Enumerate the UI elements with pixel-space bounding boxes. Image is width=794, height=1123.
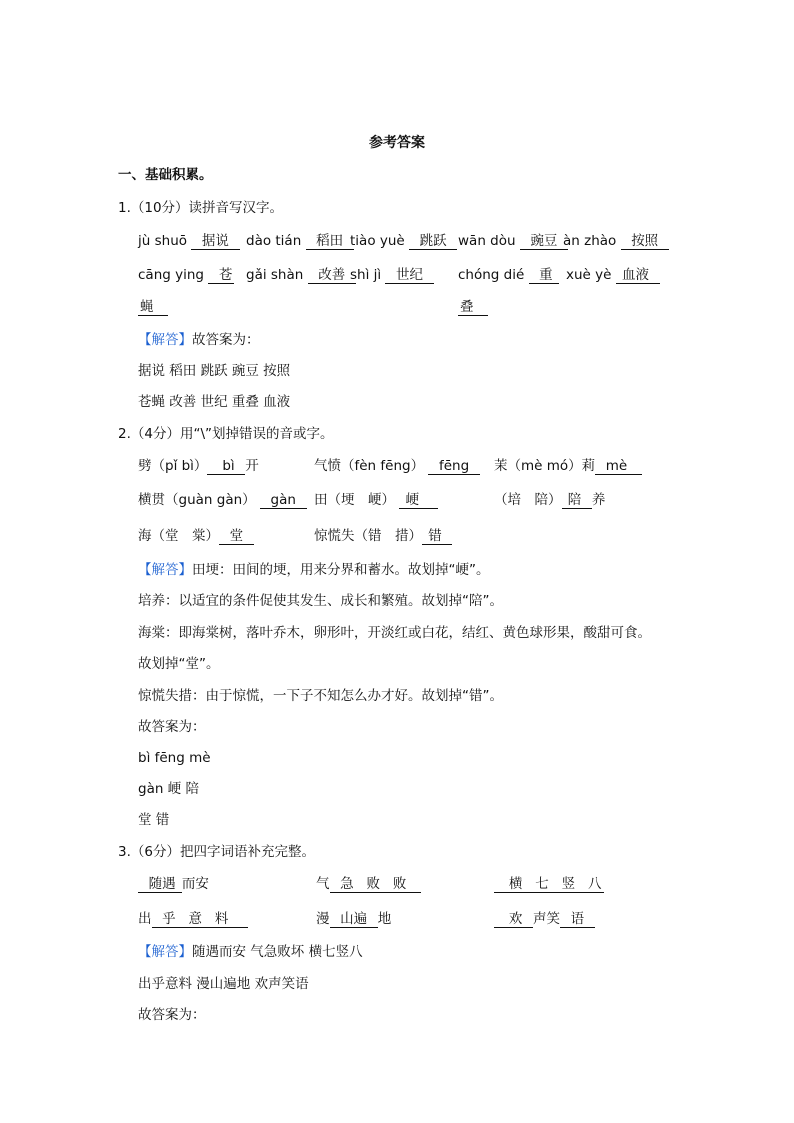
q1-heading: 1.（10分）读拼音写汉字。 — [118, 200, 284, 216]
q1-row1-item: tiào yuè 跳跃 — [350, 232, 457, 250]
q3-idiom: 随遇 而安 — [138, 875, 209, 893]
answer-blank: gàn — [260, 491, 307, 509]
answer-blank: 横 七 竖 八 — [494, 875, 604, 893]
answer-blank: 血液 — [616, 266, 660, 284]
q1-answer-line: 苍蝇 改善 世纪 重叠 血液 — [138, 394, 291, 410]
section-heading: 一、基础积累。 — [118, 167, 213, 183]
q3-idiom — [494, 875, 604, 893]
answer-blank: 随遇 — [138, 875, 182, 893]
q3-explanation: 【解答】随遇而安 气急败坏 横七竖八 — [138, 944, 363, 960]
q1-row1-item: wān dòu 豌豆 — [458, 232, 568, 250]
q2-item: 气愤（fèn fēng） fēng — [314, 457, 480, 475]
q2-item: 惊慌失（错 措） 错 — [314, 527, 452, 545]
q1-row1-item: dào tián 稻田 — [246, 232, 354, 250]
q2-heading: 2.（4分）用“\”划掉错误的音或字。 — [118, 426, 334, 442]
answer-blank: 欢 — [494, 910, 533, 928]
q2-item: 横贯（guàn gàn） gàn — [138, 491, 307, 509]
q1-row2-item: chóng dié 重 — [458, 266, 559, 284]
answer-blank: 按照 — [621, 232, 669, 250]
answer-blank: fēng — [428, 457, 479, 475]
q3-idiom: 出 乎 意 料 — [138, 910, 248, 928]
page-title: 参考答案 — [369, 135, 425, 151]
q3-idiom: 气 急 败 败 — [316, 875, 421, 893]
q2-explanation-line: 故答案为： — [138, 719, 206, 735]
answer-blank: 重 — [529, 266, 559, 284]
q2-item: 茉（mè mó）莉 mè — [494, 457, 642, 475]
answer-blank: bì — [207, 457, 245, 475]
answer-blank: 世纪 — [385, 266, 433, 284]
q2-explanation-line: 培养：以适宜的条件促使其发生、成长和繁殖。故划掉“陪”。 — [138, 593, 503, 609]
jieda-label: 【解答】 — [138, 332, 192, 348]
q1-row2-item: cāng ying 苍 — [138, 267, 233, 283]
q3-heading: 3.（6分）把四字词语补充完整。 — [118, 844, 315, 860]
answer-blank: 急 败 败 — [330, 875, 422, 893]
answer-blank: 乎 意 料 — [152, 910, 248, 928]
q3-answer-line: 出乎意料 漫山遍地 欢声笑语 — [138, 976, 309, 992]
jieda-label: 【解答】 — [138, 562, 192, 578]
answer-blank: 苍 — [208, 266, 234, 284]
q2-item: 田（埂 峺） 峺 — [314, 491, 438, 509]
q2-explanation-line: 海棠：即海棠树，落叶乔木，卵形叶，开淡红或白花，结红、黄色球形果，酸甜可食。 — [138, 625, 651, 641]
answer-blank: 稻田 — [306, 232, 354, 250]
answer-blank: 叠 — [458, 298, 488, 316]
q1-row3-item — [138, 298, 168, 316]
answer-blank: 山遍 — [330, 910, 378, 928]
q1-explanation: 【解答】故答案为： — [138, 332, 260, 348]
answer-blank: 语 — [560, 910, 595, 928]
q2-item: 劈（pǐ bì） bì 开 — [138, 458, 259, 474]
q1-row2-item: xuè yè 血液 — [566, 266, 660, 284]
answer-blank: 蝇 — [138, 298, 168, 316]
q2-item: 海（堂 棠） 堂 — [138, 527, 254, 545]
q1-answer-line: 据说 稻田 跳跃 豌豆 按照 — [138, 363, 291, 379]
q1-row2-item: gǎi shàn 改善 — [246, 266, 356, 284]
answer-blank: 堂 — [219, 527, 254, 545]
q1-row3-item — [458, 298, 488, 316]
q1-row1-item: jù shuō 据说 — [138, 232, 240, 250]
q1-row1-item: àn zhào 按照 — [563, 232, 669, 250]
answer-blank: 据说 — [191, 232, 239, 250]
q2-answer-line: 堂 错 — [138, 812, 170, 828]
q2-explanation: 【解答】田埂：田间的埂，用来分界和蓄水。故划掉“峺”。 — [138, 562, 490, 578]
q2-explanation-line: 故划掉“堂”。 — [138, 656, 220, 672]
q2-item: （培 陪） 陪 养 — [494, 492, 606, 508]
q2-answer-line: bì fēng mè — [138, 750, 211, 766]
q3-answer-line: 故答案为： — [138, 1007, 206, 1023]
q2-answer-line: gàn 峺 陪 — [138, 781, 199, 797]
answer-blank: 豌豆 — [520, 232, 568, 250]
answer-blank: 错 — [422, 527, 452, 545]
q2-explanation-line: 惊慌失措：由于惊慌，一下子不知怎么办才好。故划掉“错”。 — [138, 688, 503, 704]
q3-idiom: 欢 声笑 语 — [494, 910, 595, 928]
jieda-label: 【解答】 — [138, 944, 192, 960]
q1-row2-item: shì jì 世纪 — [350, 266, 434, 284]
answer-blank: 陪 — [562, 491, 592, 509]
answer-blank: mè — [595, 457, 642, 475]
answer-blank: 峺 — [399, 491, 438, 509]
q3-idiom: 漫 山遍 地 — [316, 911, 392, 927]
answer-blank: 跳跃 — [409, 232, 457, 250]
answer-blank: 改善 — [308, 266, 356, 284]
